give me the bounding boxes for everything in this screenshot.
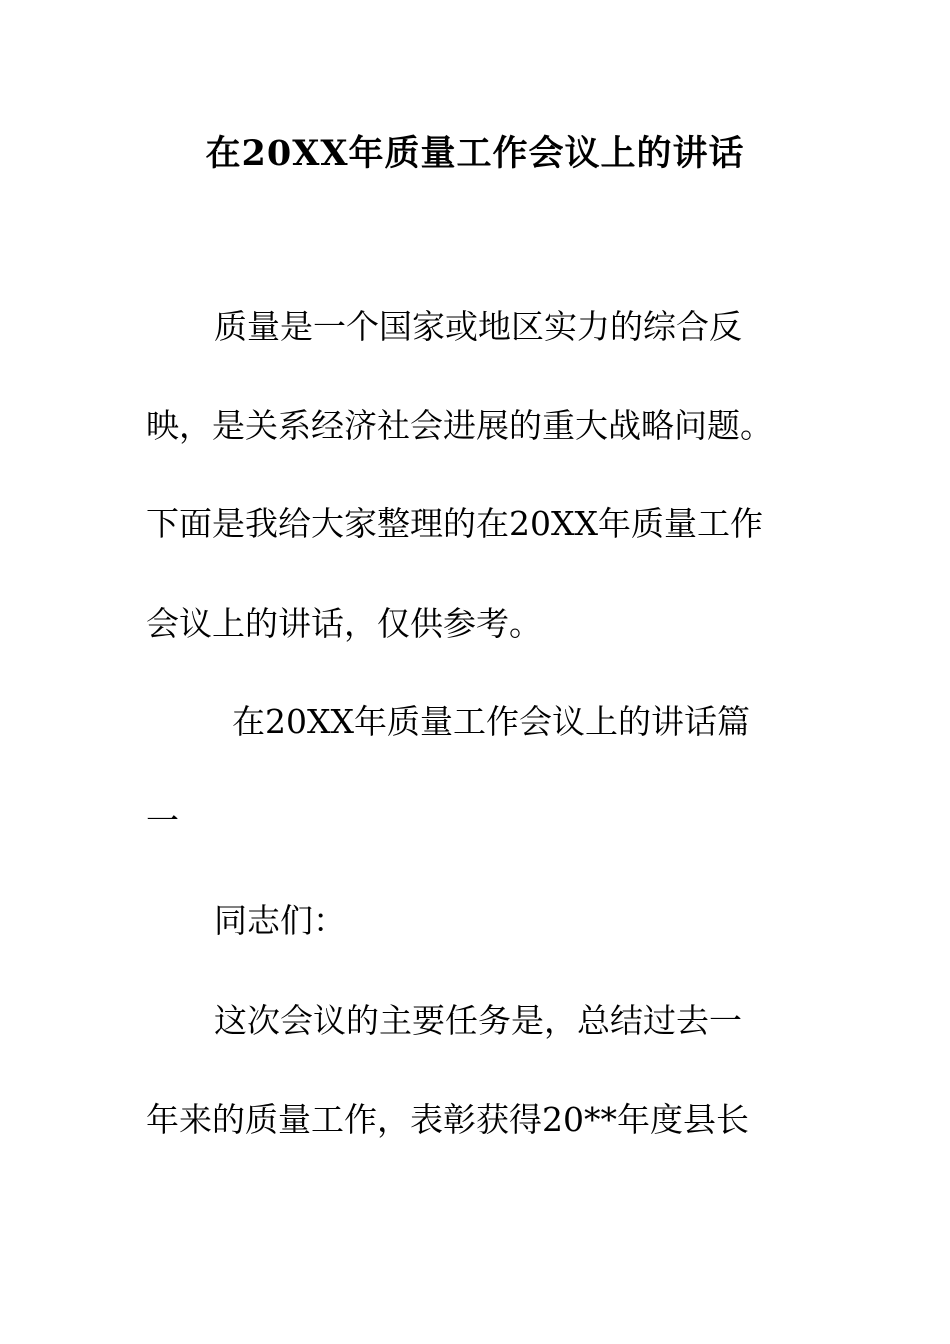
document-title: 在20XX年质量工作会议上的讲话 [205, 133, 745, 174]
paragraph-line: 质量是一个国家或地区实力的综合反 [214, 307, 742, 346]
section-heading-line: 在20XX年质量工作会议上的讲话篇 [232, 702, 750, 741]
paragraph-line: 年来的质量工作，表彰获得20**年度县长 [146, 1100, 749, 1139]
paragraph-line: 下面是我给大家整理的在20XX年质量工作 [146, 504, 763, 543]
paragraph-line: 映，是关系经济社会进展的重大战略问题。 [146, 406, 773, 445]
paragraph-line: 会议上的讲话，仅供参考。 [146, 604, 542, 643]
paragraph-line: 这次会议的主要任务是，总结过去一 [214, 1001, 742, 1040]
section-heading-line: 一 [146, 801, 179, 840]
salutation: 同志们： [214, 901, 346, 940]
